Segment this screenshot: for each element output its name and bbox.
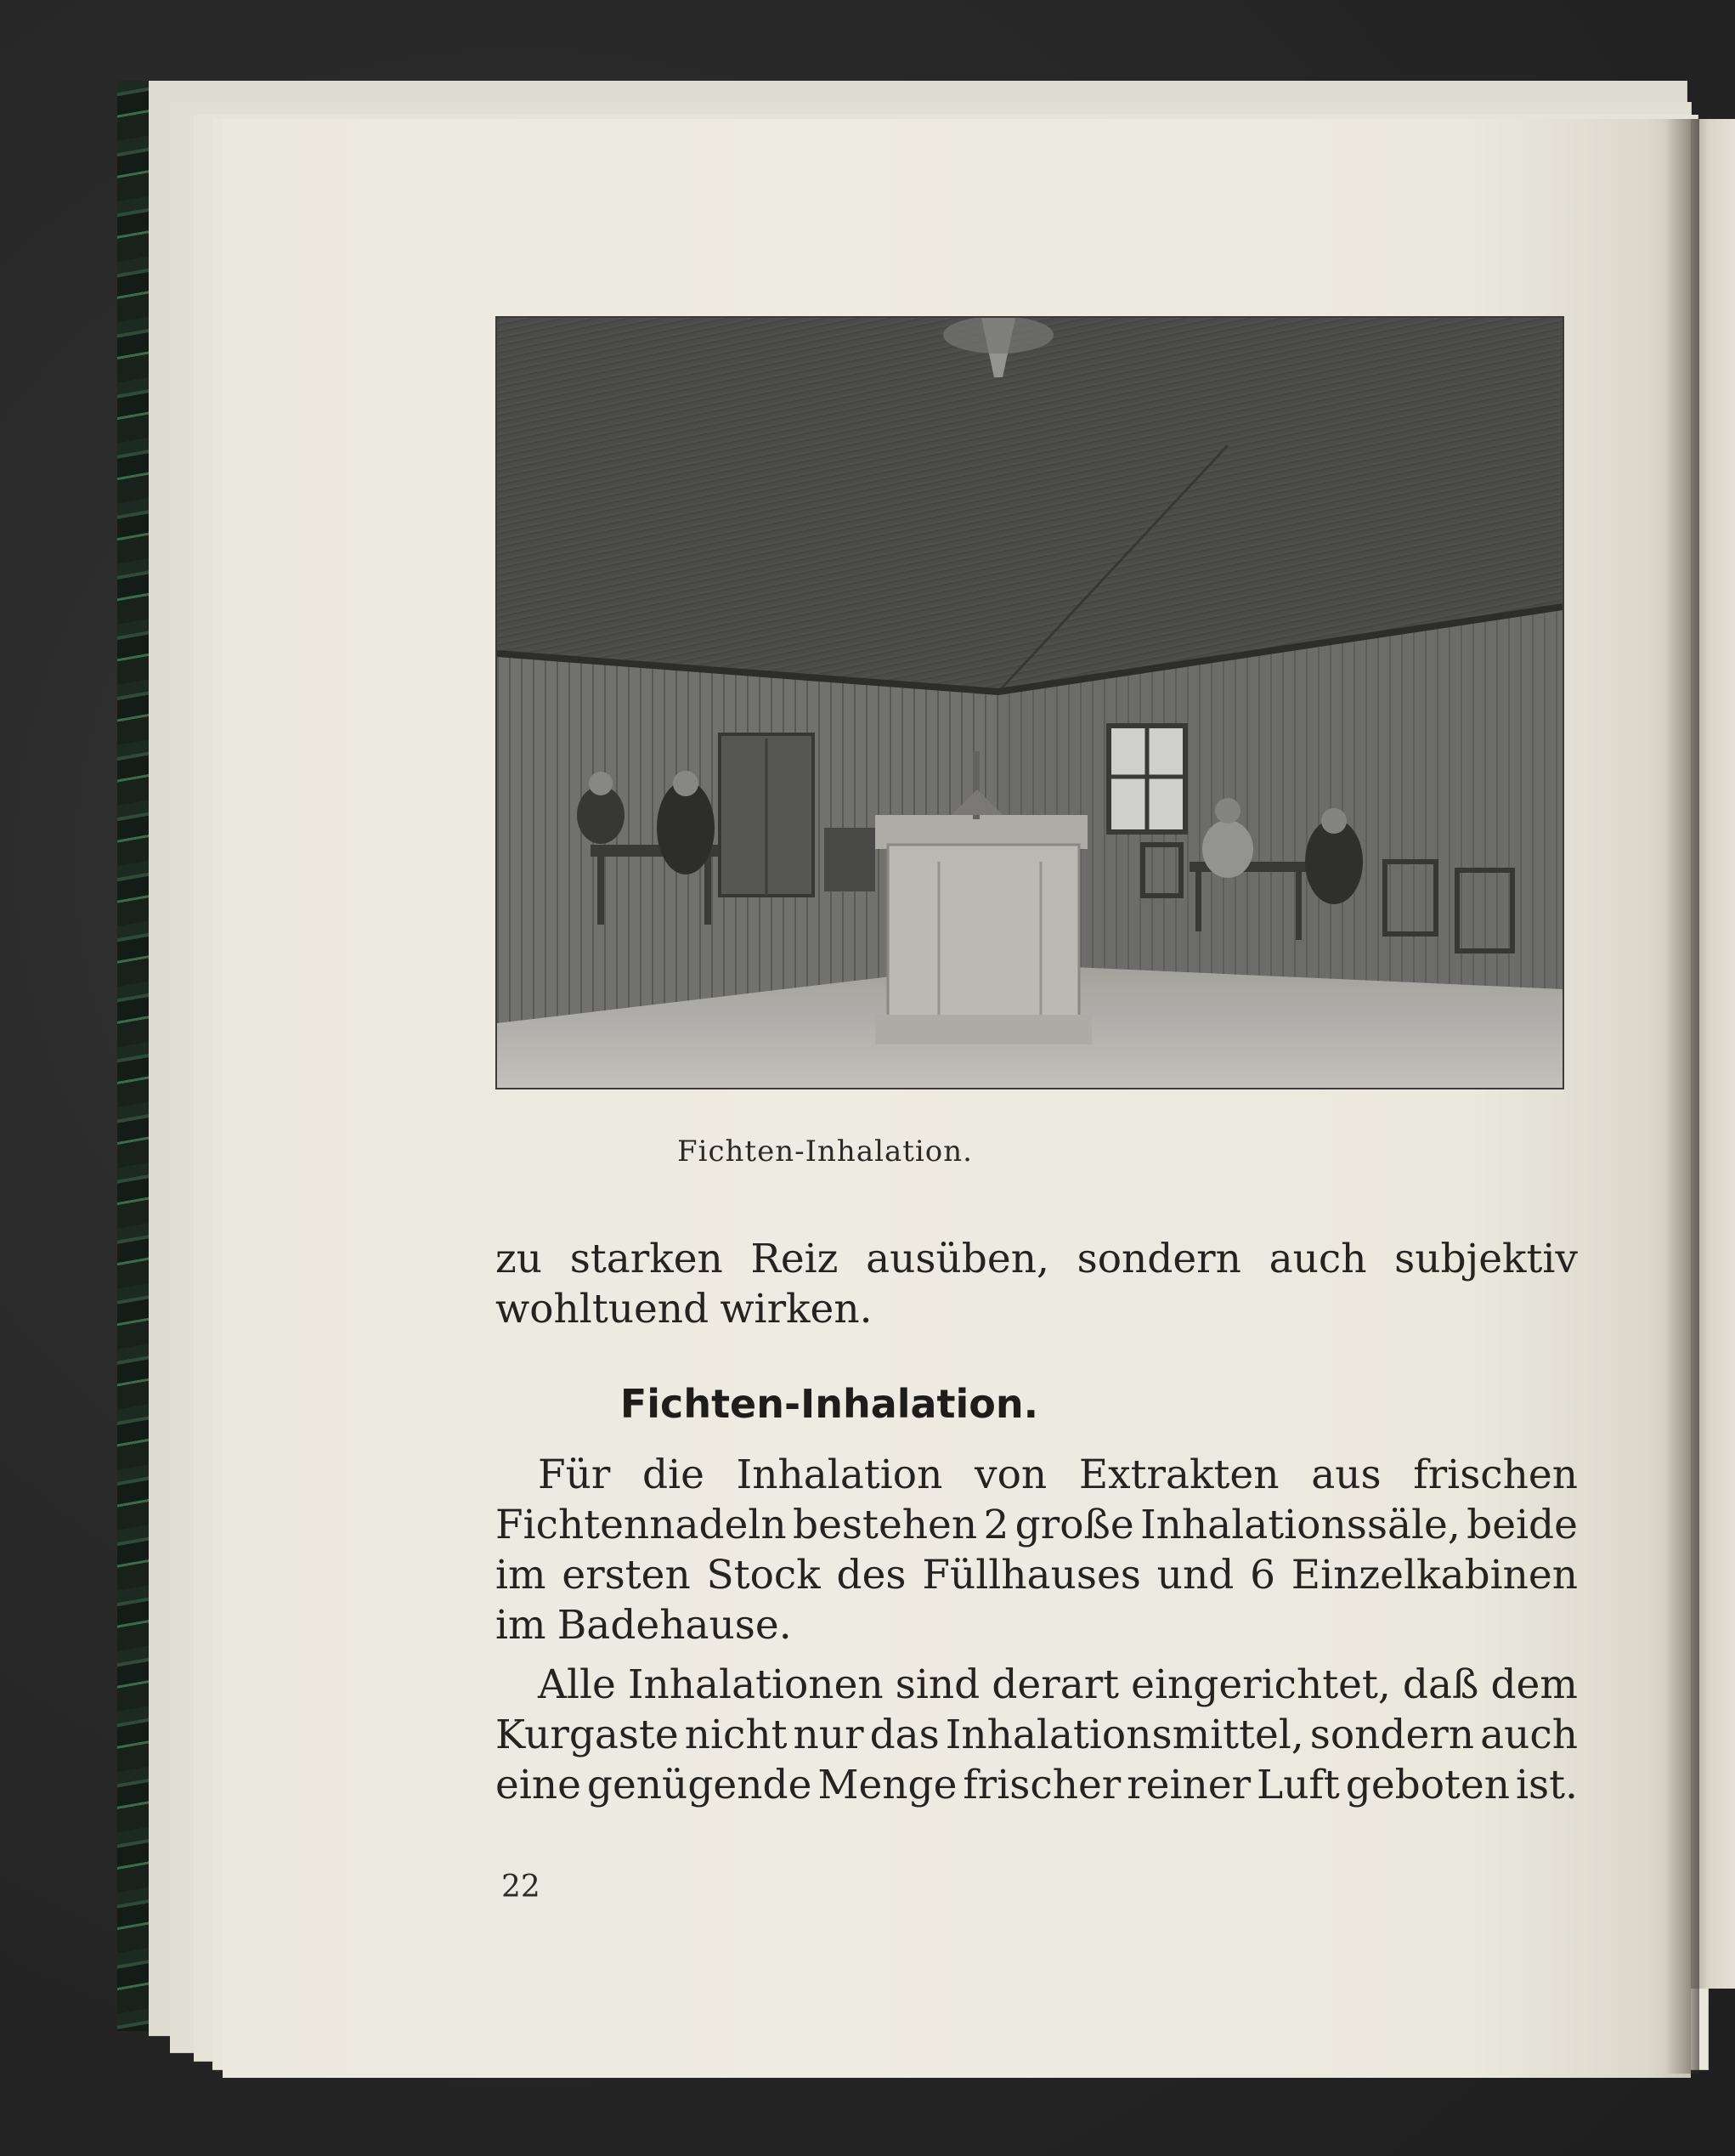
word: sind xyxy=(895,1661,981,1708)
text-line xyxy=(495,1500,1578,1550)
word: auch xyxy=(1269,1236,1367,1282)
word: starken xyxy=(569,1236,723,1282)
word: ersten xyxy=(562,1552,691,1599)
word: nicht xyxy=(684,1712,788,1758)
word: 6 xyxy=(1250,1552,1275,1599)
word: von xyxy=(975,1451,1048,1498)
paragraph-continuation xyxy=(495,1234,1578,1334)
word: geboten xyxy=(1345,1762,1510,1808)
section-heading xyxy=(0,1381,1735,1427)
word: wirken. xyxy=(720,1286,873,1333)
word: und xyxy=(1156,1552,1235,1599)
word: die xyxy=(642,1451,704,1498)
word: große xyxy=(1014,1502,1134,1548)
text-line xyxy=(495,1600,1578,1650)
word: eingerichtet, xyxy=(1131,1661,1391,1708)
word: ausüben, xyxy=(866,1236,1049,1282)
word: bestehen xyxy=(793,1502,978,1548)
word: sondern xyxy=(1077,1236,1241,1282)
word: sondern xyxy=(1309,1712,1475,1758)
word: subjektiv xyxy=(1394,1236,1578,1282)
word: aus xyxy=(1311,1451,1382,1498)
word: Einzelkabinen xyxy=(1291,1552,1578,1599)
text-line xyxy=(495,1450,1578,1500)
text-line xyxy=(495,1550,1578,1600)
page-number: 22 xyxy=(501,1870,540,1904)
word: reiner xyxy=(1127,1762,1252,1808)
word: auch xyxy=(1480,1712,1578,1758)
word: dem xyxy=(1490,1661,1578,1708)
word: zu xyxy=(495,1236,543,1282)
word: 2 xyxy=(983,1502,1009,1548)
text-line xyxy=(495,1710,1578,1760)
word: nur xyxy=(793,1712,864,1758)
word: Für xyxy=(538,1451,611,1498)
paragraph xyxy=(495,1660,1578,1810)
word: Alle xyxy=(538,1661,616,1708)
word: beide xyxy=(1467,1502,1578,1548)
photo-caption xyxy=(0,1135,1735,1169)
word: genügende xyxy=(586,1762,812,1808)
word: Badehause. xyxy=(557,1602,792,1649)
text-line xyxy=(495,1284,1578,1334)
word: Kurgaste xyxy=(495,1712,679,1758)
word: Inhalationen xyxy=(627,1661,884,1708)
text-line xyxy=(495,1660,1578,1710)
word: Inhalationssäle, xyxy=(1140,1502,1461,1548)
word: Stock xyxy=(706,1552,821,1599)
word: Inhalationsmittel, xyxy=(945,1712,1304,1758)
paragraph xyxy=(495,1450,1578,1650)
photo-illustration xyxy=(497,318,1563,1088)
word: Füllhauses xyxy=(922,1552,1141,1599)
photo-caption-text: Fichten-Inhalation. xyxy=(677,1135,973,1169)
page-gutter-shadow xyxy=(1665,119,1699,2074)
word: Inhalation xyxy=(736,1451,943,1498)
word: im xyxy=(495,1602,546,1649)
section-heading-text: Fichten-Inhalation. xyxy=(619,1381,1039,1427)
word: Reiz xyxy=(750,1236,839,1282)
word: Fichtennadeln xyxy=(495,1502,787,1548)
word: Menge xyxy=(817,1762,958,1808)
word: frischen xyxy=(1413,1451,1578,1498)
room-photograph xyxy=(495,316,1564,1089)
word: Extrakten xyxy=(1078,1451,1280,1498)
word: derart xyxy=(992,1661,1120,1708)
word: daß xyxy=(1402,1661,1479,1708)
word: frischer xyxy=(963,1762,1122,1808)
word: ist. xyxy=(1515,1762,1578,1808)
word: im xyxy=(495,1552,546,1599)
text-line xyxy=(495,1234,1578,1284)
word: Luft xyxy=(1257,1762,1340,1808)
word: wohltuend xyxy=(495,1286,709,1333)
word: das xyxy=(869,1712,940,1758)
text-line xyxy=(495,1760,1578,1810)
word: eine xyxy=(495,1762,581,1808)
word: des xyxy=(836,1552,907,1599)
